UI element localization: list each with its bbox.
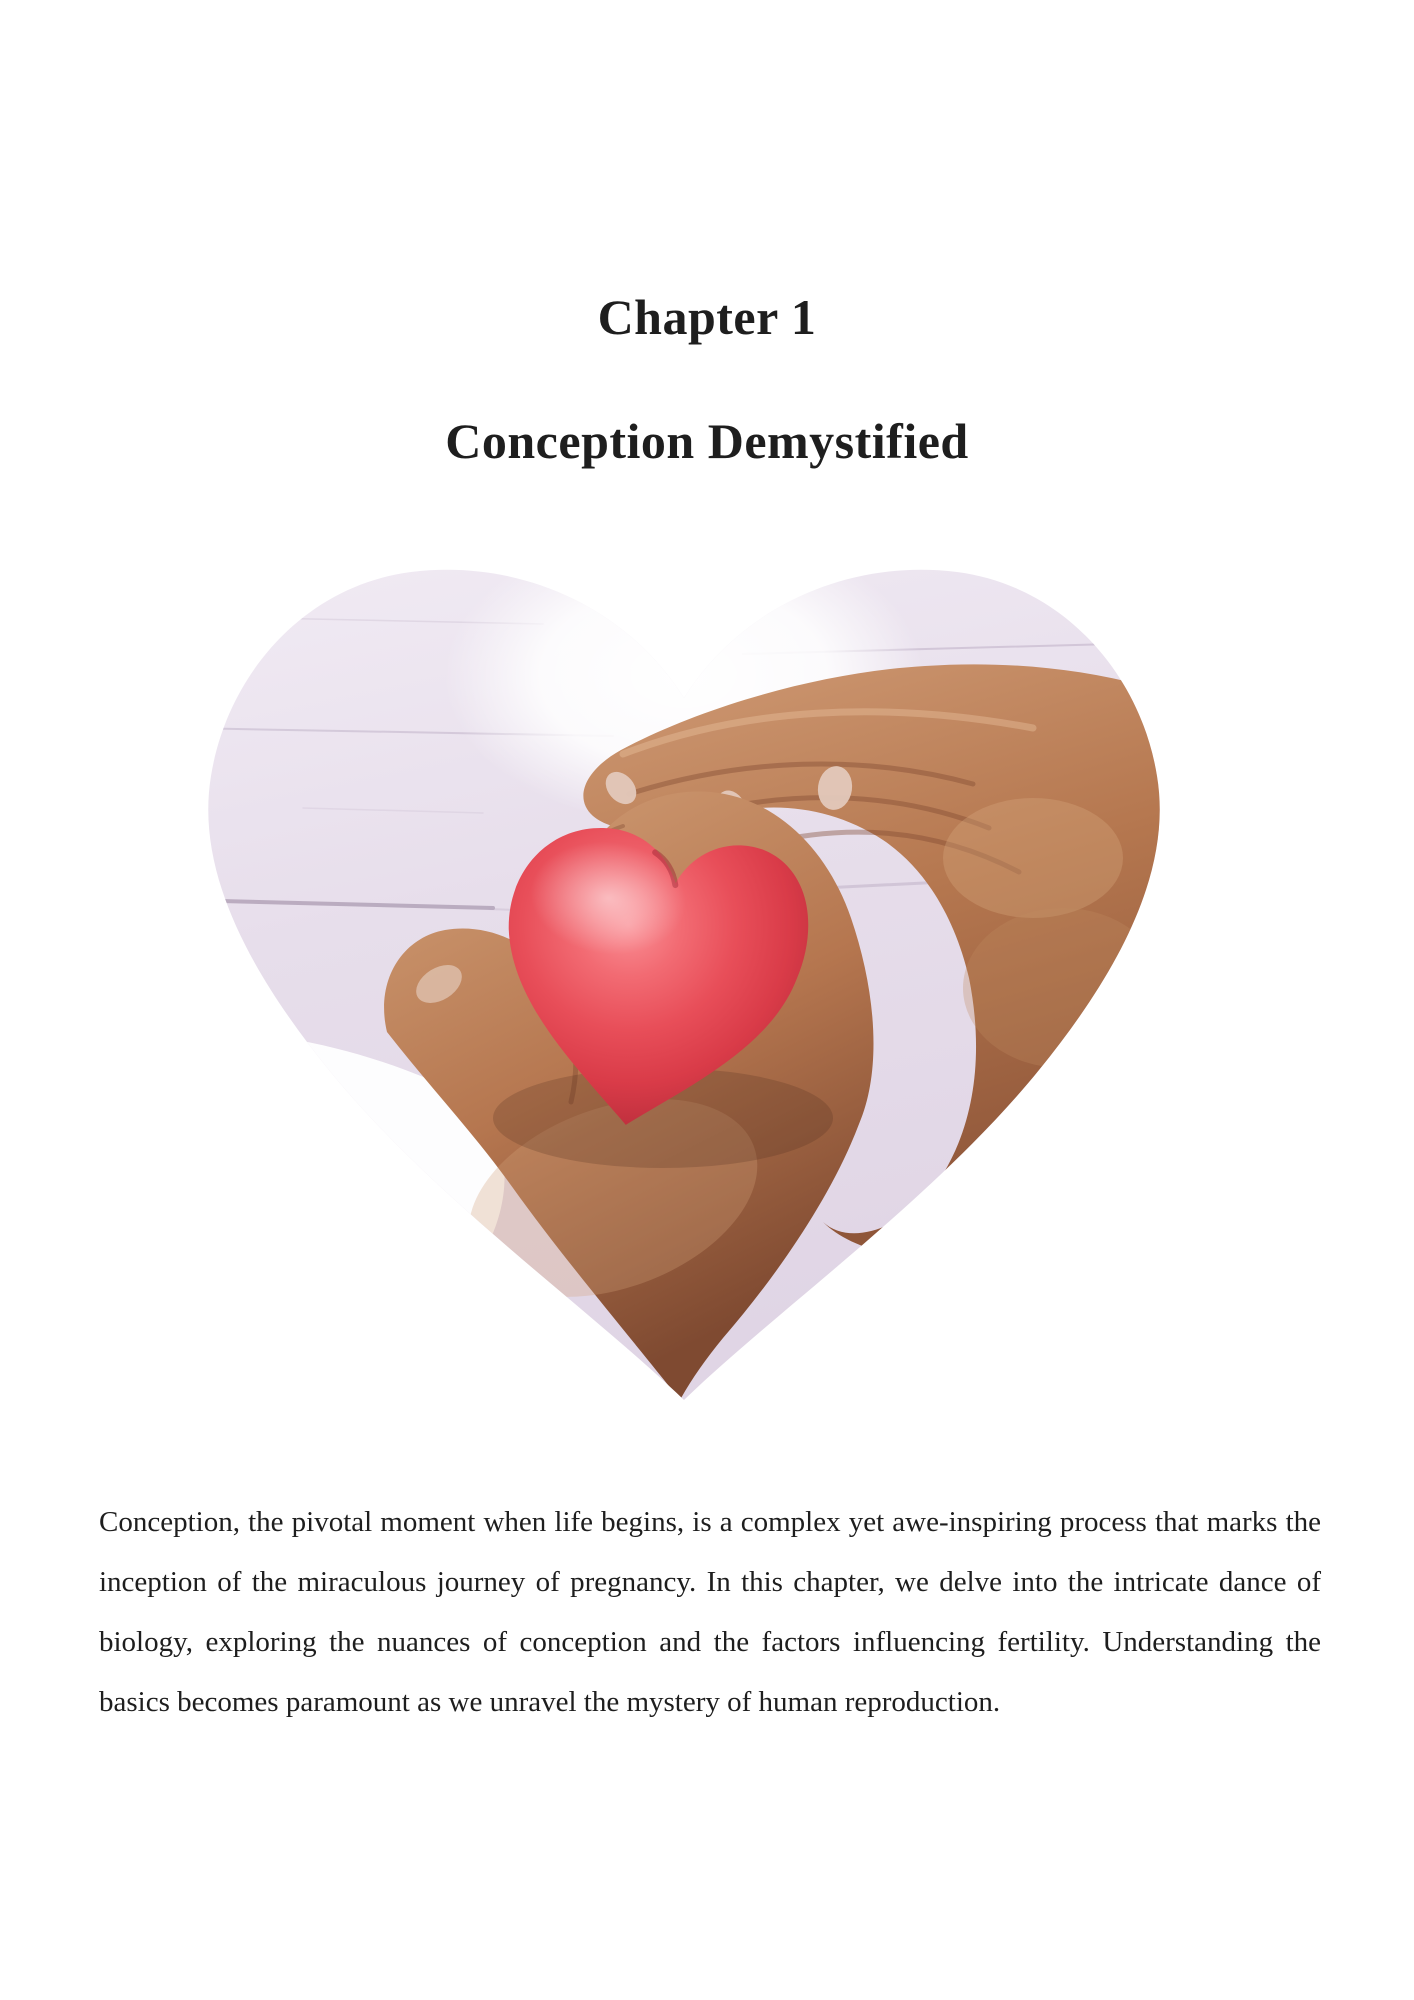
body-paragraph: Conception, the pivotal moment when life begins, is a complex yet awe-inspiring process that marks the inception of the miraculous journey of pregnancy. In this chapter, we delve into the intricate dance of biology, exploring the nuances of conception and the factors influencing fertility. Understanding the basics becomes paramount as we unravel the mystery of human reproduction. xyxy=(99,1506,1321,1718)
chapter-label: Chapter 1 xyxy=(597,289,817,345)
heart-photo-figure xyxy=(183,558,1185,1400)
knuckle-highlight xyxy=(943,798,1123,918)
chapter-title: Conception Demystified xyxy=(445,413,969,469)
palm-shading xyxy=(963,908,1163,1068)
heart-photo-illustration xyxy=(183,558,1185,1400)
